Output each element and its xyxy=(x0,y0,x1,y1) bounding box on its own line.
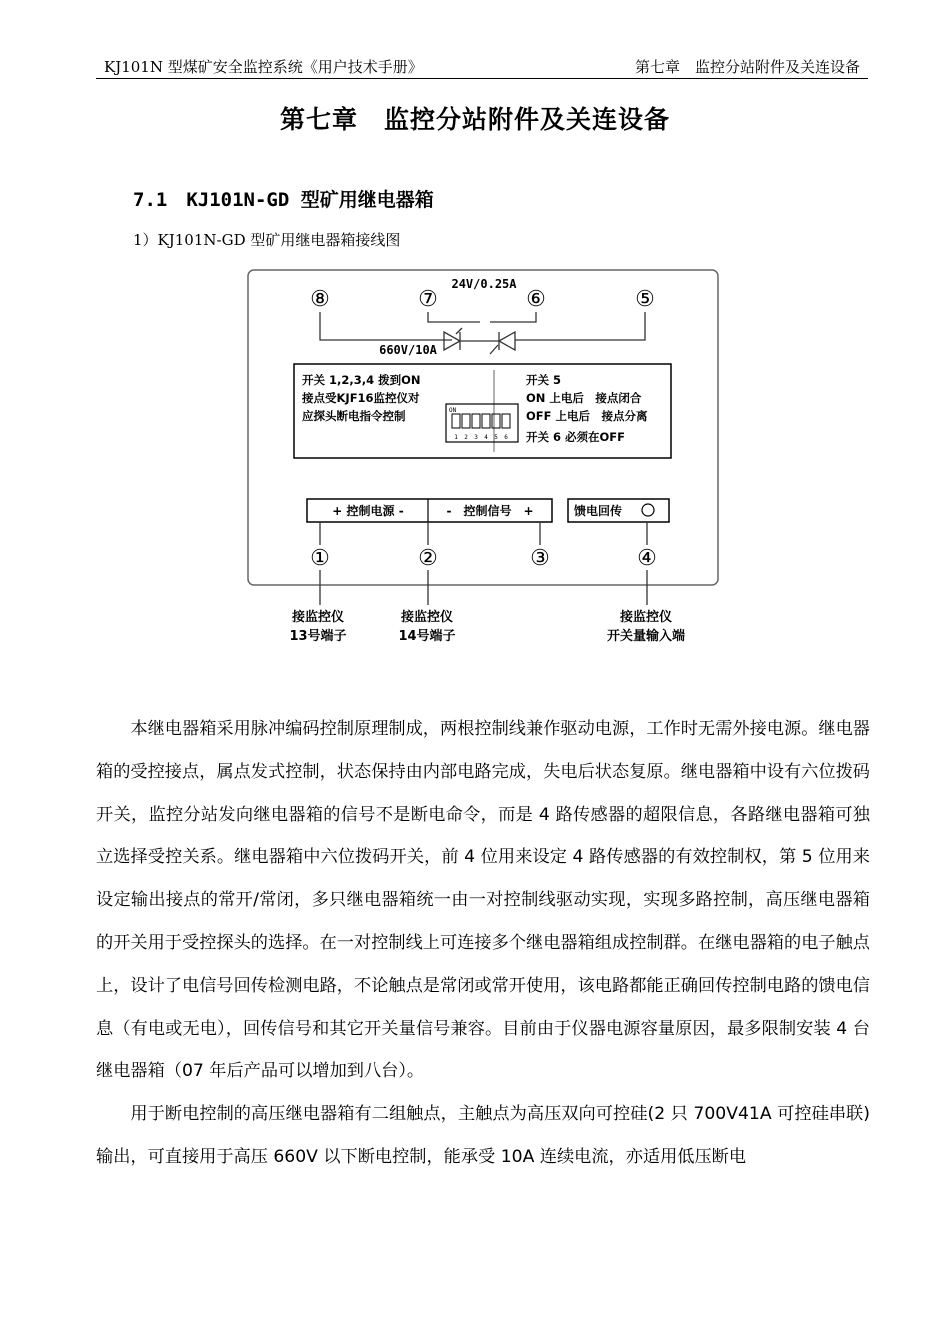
terminal-2: ② xyxy=(418,546,438,571)
panel-left-line-3: 应探头断电指令控制 xyxy=(302,409,406,423)
terminal-4: ④ xyxy=(637,546,657,571)
panel-left-line-1: 开关 1,2,3,4 拨到ON xyxy=(302,373,421,387)
terminal-7: ⑦ xyxy=(418,287,438,312)
terminal-8: ⑧ xyxy=(310,287,330,312)
panel-right-line-1: 开关 5 xyxy=(526,373,562,387)
label-13-line-1: 接监控仪 xyxy=(291,610,345,625)
panel-right-line-2: ON 上电后 接点闭合 xyxy=(526,391,642,405)
dip-number-4: 4 xyxy=(484,434,488,441)
bottom-wiring xyxy=(320,522,647,605)
dip-number-2: 2 xyxy=(464,434,468,441)
dip-on-label: ON xyxy=(449,407,457,414)
panel-left-line-2: 接点受KJF16监控仪对 xyxy=(302,391,420,405)
label-switch-line-2: 开关量输入端 xyxy=(606,629,686,644)
label-switch-line-1: 接监控仪 xyxy=(619,610,673,625)
header-left: KJ101N 型煤矿安全监控系统《用户技术手册》 xyxy=(104,58,423,76)
section-title: 7.1 KJ101N-GD 型矿用继电器箱 xyxy=(133,189,434,211)
box-control-power: + 控制电源 - xyxy=(332,504,404,518)
label-660v: 660V/10A xyxy=(379,343,437,357)
panel-right-line-4: 开关 6 必须在OFF xyxy=(526,430,625,444)
terminal-5: ⑤ xyxy=(635,287,655,312)
box-control-signal: - 控制信号 + xyxy=(446,504,534,518)
panel-right-line-3: OFF 上电后 接点分离 xyxy=(526,409,648,423)
paragraph-1: 本继电器箱采用脉冲编码控制原理制成，两根控制线兼作驱动电源，工作时无需外接电源。继电器箱的受控接点，属点发式控制，状态保持由内部电路完成，失电后状态复原。继电器箱中设有六位拨码开关，监控分站发向继电器箱的信号不是断电命令，而是 4 路传感器的超限信息，各路继电器箱可独立选择受控关系。继电器箱中六位拨码开关，前 4 位用来设定 4 路传感器的有效控制权，第 5 位用来设定输出接点的常开/常闭，多只继电器箱统一由一对控制线驱动实现，实现多路控制，高压继电器箱的开关用于受控探头的选择。在一对控制线上可连接多个继电器箱组成控制群。在继电器箱的电子触点上，设计了电信号回传检测电路，不论触点是常闭或常开使用，该电路都能正确回传控制电路的馈电信息（有电或无电），回传信号和其它开关量信号兼容。目前由于仪器电源容量原因，最多限制安装 4 台继电器箱（07 年后产品可以增加到八台）。 xyxy=(96,719,870,1082)
terminal-3: ③ xyxy=(530,546,550,571)
dip-number-3: 3 xyxy=(474,434,478,441)
label-14-line-2: 14号端子 xyxy=(398,629,456,644)
box-feedback: 馈电回传 xyxy=(574,504,623,518)
figure-caption: 1）KJ101N-GD 型矿用继电器箱接线图 xyxy=(133,231,401,249)
terminal-6: ⑥ xyxy=(526,287,546,312)
feedback-indicator xyxy=(642,504,654,516)
paragraph-2: 用于断电控制的高压继电器箱有二组触点，主触点为高压双向可控硅(2 只 700V41A 可控硅串联)输出，可直接用于高压 660V 以下断电控制，能承受 10A 连续电流，亦适用低压断电 xyxy=(96,1104,870,1167)
label-13-line-2: 13号端子 xyxy=(289,629,347,644)
header-right: 第七章 监控分站附件及关连设备 xyxy=(634,58,860,76)
label-14-line-1: 接监控仪 xyxy=(400,610,454,625)
label-24v: 24V/0.25A xyxy=(451,277,517,291)
chapter-title: 第七章 监控分站附件及关连设备 xyxy=(279,105,670,134)
dip-number-5: 5 xyxy=(494,434,498,441)
dip-number-1: 1 xyxy=(454,434,458,441)
terminal-1: ① xyxy=(310,546,330,571)
dip-switch xyxy=(446,404,518,442)
dip-number-6: 6 xyxy=(504,434,508,441)
top-wiring xyxy=(320,312,645,354)
body-text xyxy=(96,708,870,1179)
